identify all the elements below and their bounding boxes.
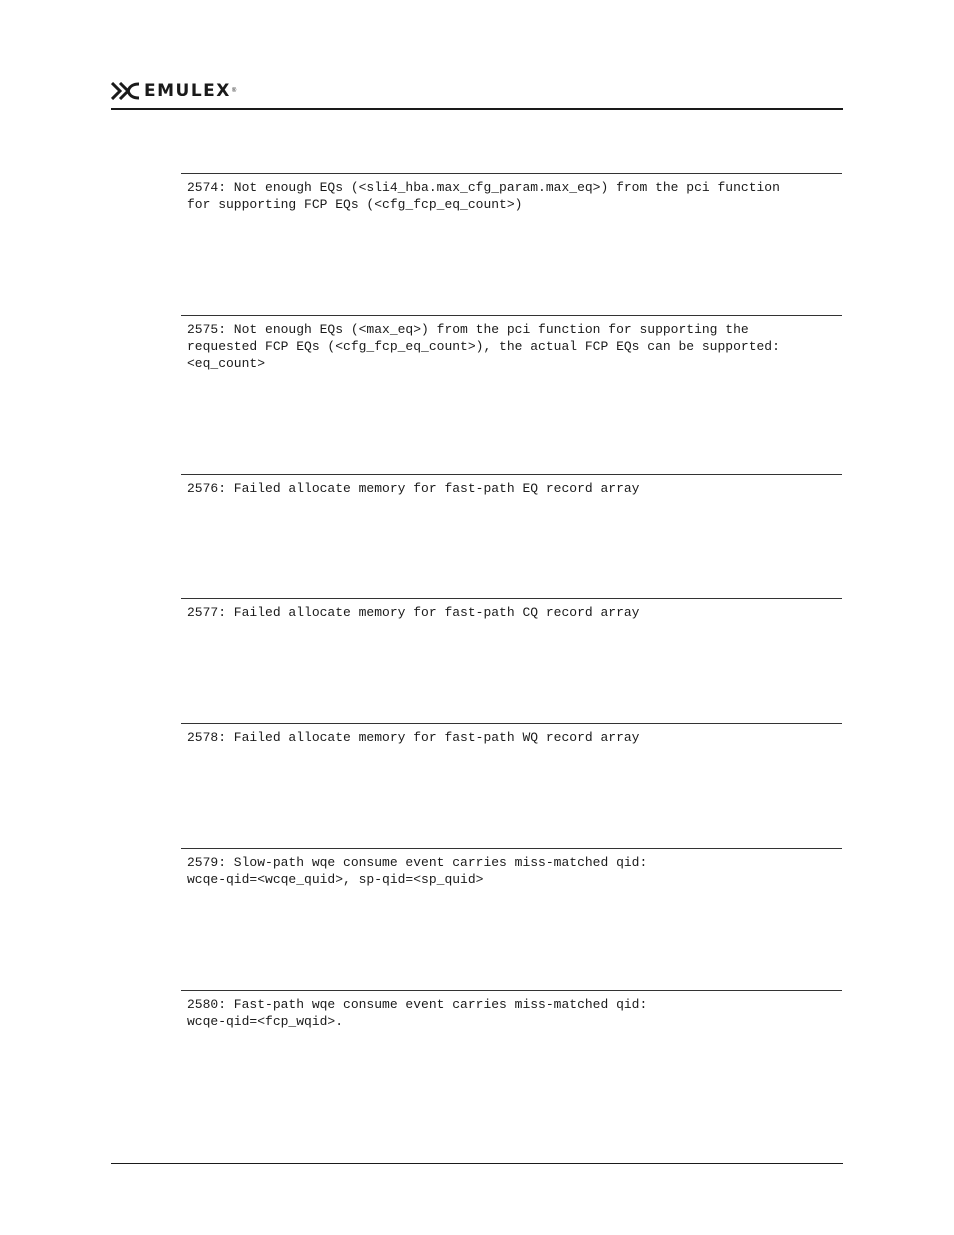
log-message-text: 2574: Not enough EQs (<sli4_hba.max_cfg_param.max_eq>) from the pci function for supporting FCP EQs (<cfg_fcp_eq_count>) <box>187 180 780 212</box>
log-message-2577 <box>181 598 842 621</box>
log-message-text: 2575: Not enough EQs (<max_eq>) from the pci function for supporting the requested FCP EQs (<cfg_fcp_eq_count>), the actual FCP EQs can be supported: <eq_count> <box>187 322 780 371</box>
emulex-chevron-icon <box>111 82 141 100</box>
log-message-2580 <box>181 990 842 1030</box>
log-message-2575 <box>181 315 842 372</box>
log-message-2578 <box>181 723 842 746</box>
emulex-logo <box>111 80 236 102</box>
footer-rule <box>111 1163 843 1164</box>
header-rule <box>111 108 843 110</box>
log-message-text: 2576: Failed allocate memory for fast-path EQ record array <box>187 481 640 496</box>
log-message-2579 <box>181 848 842 888</box>
trademark-symbol: ® <box>231 88 237 94</box>
log-message-2576 <box>181 474 842 497</box>
log-message-text: 2579: Slow-path wqe consume event carries miss-matched qid: wcqe-qid=<wcqe_quid>, sp-qid=<sp_quid> <box>187 855 648 887</box>
brand-name: EMULEX <box>144 81 231 101</box>
page-header <box>111 78 843 108</box>
log-message-text: 2580: Fast-path wqe consume event carries miss-matched qid: wcqe-qid=<fcp_wqid>. <box>187 997 648 1029</box>
log-message-text: 2577: Failed allocate memory for fast-path CQ record array <box>187 605 640 620</box>
log-message-2574 <box>181 173 842 213</box>
log-message-text: 2578: Failed allocate memory for fast-path WQ record array <box>187 730 640 745</box>
